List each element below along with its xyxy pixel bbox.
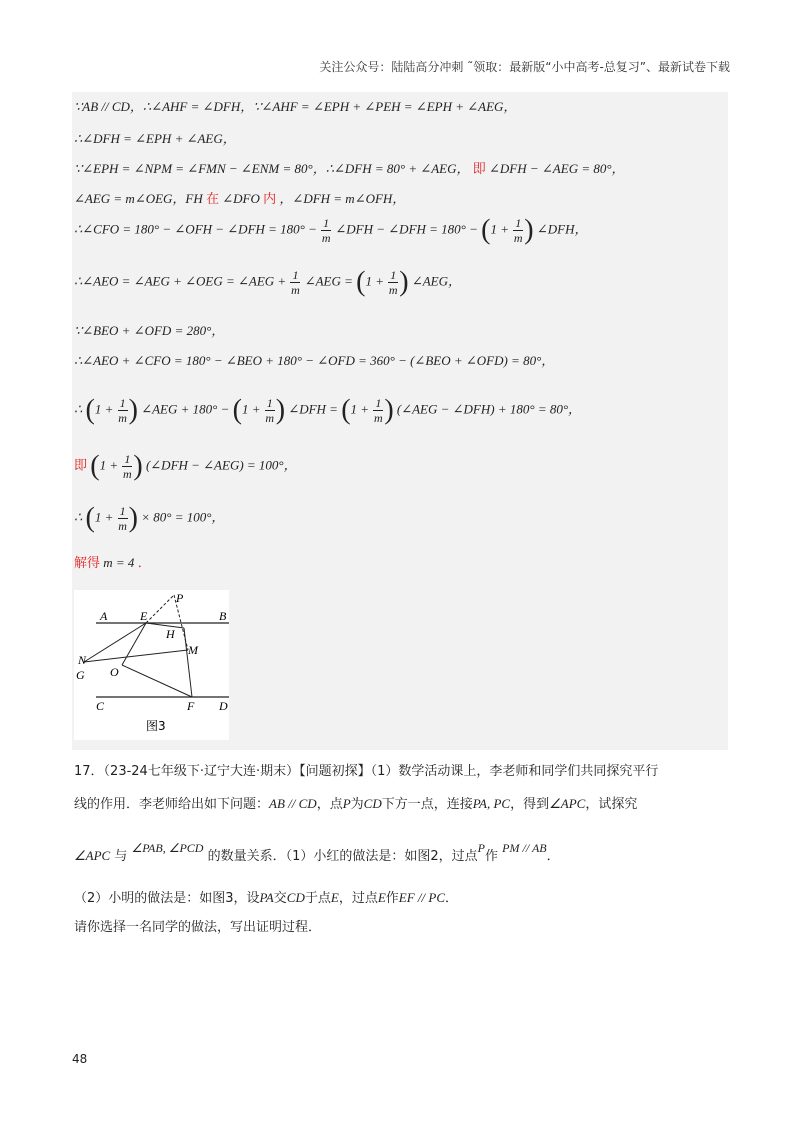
- solution-line-7: ∵∠BEO + ∠OFD = 280°，: [74, 323, 225, 338]
- fraction-den: m: [118, 519, 127, 533]
- paren-close: ): [275, 394, 286, 426]
- paren-close: ): [399, 266, 409, 298]
- paren-close: ): [524, 214, 534, 246]
- solution-line-5-d: ∠DFH，: [536, 221, 588, 237]
- label-h: H: [166, 627, 175, 641]
- q2-c: ，点: [316, 797, 343, 812]
- figure-caption: 图3: [146, 719, 166, 733]
- paren-open: (: [90, 450, 100, 482]
- label-d: D: [219, 699, 228, 713]
- solution-line-12: [74, 552, 151, 571]
- line-ep: [146, 595, 174, 623]
- q4-c: 交: [273, 891, 287, 906]
- q4-f: E: [330, 890, 339, 905]
- solution-line-12-jiede: 解得: [74, 556, 101, 571]
- fraction-den: m: [321, 231, 331, 245]
- solution-line-4-e: ，∠DFH = m∠OFH，: [279, 191, 406, 206]
- paren-close: ): [128, 502, 138, 534]
- solution-line-6-d: ∠AEG，: [411, 273, 462, 289]
- solution-line-9-f: 1 +: [350, 401, 370, 417]
- line-eh: [146, 623, 184, 628]
- label-o: O: [110, 665, 119, 679]
- q3-e: P: [477, 841, 486, 855]
- solution-line-8: ∴∠AEO + ∠CFO = 180° − ∠BEO + 180° − ∠OFD = 360° − (∠BEO + ∠OFD) = 80°，: [74, 353, 555, 368]
- q2-a: 线的作用．李老师给出如下问题：: [74, 797, 270, 812]
- fraction: [513, 216, 523, 245]
- q3-b: 与: [114, 849, 128, 864]
- solution-line-6: [74, 268, 461, 297]
- fraction: [321, 216, 331, 245]
- q2-i: ，得到: [510, 797, 550, 812]
- paren-open: (: [232, 394, 242, 426]
- solution-line-10: [74, 452, 297, 481]
- fraction: [118, 396, 128, 425]
- solution-line-11-a: ∴: [74, 509, 83, 525]
- question-line-5: 请你选择一名同学的做法，写出证明过程．: [74, 920, 322, 935]
- solution-line-4-a: ∠AEG = m∠OEG，FH: [74, 191, 203, 206]
- q4-i: 作: [385, 891, 399, 906]
- solution-line-5-c: 1 +: [490, 221, 510, 237]
- fraction: [122, 452, 132, 481]
- solution-line-2: ∴∠DFH = ∠EPH + ∠AEG，: [74, 131, 236, 146]
- solution-line-6-c: 1 +: [365, 273, 385, 289]
- q2-e: 为: [350, 797, 364, 812]
- solution-line-10-ji: 即: [74, 458, 88, 474]
- fraction-num: 1: [124, 452, 131, 466]
- figure-svg: [74, 590, 229, 740]
- q4-g: ，过点: [338, 891, 378, 906]
- fraction-den: m: [373, 411, 383, 425]
- fraction: [290, 268, 300, 297]
- line-of: [122, 665, 192, 697]
- line-hf: [184, 628, 192, 697]
- label-c: C: [96, 699, 105, 713]
- fraction-num: 1: [119, 504, 126, 518]
- q2-d: P: [342, 796, 351, 811]
- q4-e: 于点: [304, 891, 331, 906]
- q2-h: PA, PC: [472, 796, 511, 811]
- fraction: [388, 268, 398, 297]
- question-line-1: 17．（23-24七年级下·辽宁大连·期末）【问题初探】（1）数学活动课上，李老师和同学们共同探究平行: [74, 764, 659, 779]
- fraction-num: 1: [323, 216, 330, 230]
- fraction-num: 1: [390, 268, 397, 282]
- q2-f: CD: [363, 796, 382, 811]
- q4-b: PA: [259, 890, 274, 905]
- fraction-den: m: [118, 411, 127, 425]
- solution-line-3-c: ∠DFH − ∠AEG = 80°，: [489, 161, 625, 176]
- label-g: G: [76, 668, 85, 682]
- q3-d: 的数量关系．（1）小红的做法是：如图2，过点: [207, 849, 478, 864]
- solution-line-12-answer: m = 4: [103, 555, 135, 570]
- paren-close: ): [128, 394, 138, 426]
- solution-line-12-end: ．: [137, 556, 151, 571]
- fraction-den: m: [123, 467, 132, 481]
- solution-line-9-a: ∴: [74, 401, 83, 417]
- solution-line-4: [74, 188, 405, 207]
- page-header: 关注公众号：陆陆高分冲刺 ˜领取：最新版“小中高考-总复习”、最新试卷下载: [319, 60, 730, 74]
- solution-line-3-a: ∵∠EPH = ∠NPM = ∠FMN − ∠ENM = 80°，∴∠DFH = 80° + ∠AEG，: [74, 161, 470, 176]
- page-number: 48: [72, 1052, 88, 1066]
- solution-line-5: [74, 216, 587, 245]
- solution-line-3-ji: 即: [472, 162, 486, 177]
- fraction-num: 1: [375, 396, 382, 410]
- q4-h: E: [377, 890, 386, 905]
- solution-line-10-b: 1 +: [99, 457, 119, 473]
- label-e: E: [140, 609, 148, 623]
- q2-j: ∠APC: [549, 796, 586, 811]
- solution-line-4-c: ∠DFO: [222, 191, 260, 206]
- label-b: B: [219, 609, 227, 623]
- solution-line-11-b: 1 +: [94, 509, 114, 525]
- solution-line-1: ∵AB // CD，∴∠AHF = ∠DFH，∵∠AHF = ∠EPH + ∠PEH = ∠EPH + ∠AEG，: [74, 99, 517, 114]
- q2-g: 下方一点，连接: [381, 797, 473, 812]
- paren-close: ): [384, 394, 394, 426]
- fraction: [373, 396, 383, 425]
- solution-line-9-b: 1 +: [94, 401, 114, 417]
- question-line-2: [74, 794, 734, 815]
- q4-j: EF // PC: [398, 890, 446, 905]
- fraction-den: m: [513, 231, 523, 245]
- fraction: [265, 396, 275, 425]
- question-line-3: [74, 841, 734, 867]
- fraction-den: m: [388, 283, 398, 297]
- solution-line-4-nei: 内: [263, 192, 277, 207]
- geometry-figure: [74, 590, 229, 740]
- fraction-num: 1: [266, 396, 273, 410]
- fraction-den: m: [265, 411, 275, 425]
- fraction-num: 1: [292, 268, 299, 282]
- solution-line-11: [74, 504, 224, 533]
- paren-open: (: [356, 266, 366, 298]
- fraction-num: 1: [515, 216, 522, 230]
- label-n: N: [78, 653, 87, 667]
- solution-line-4-zai: 在: [206, 192, 220, 207]
- solution-line-6-a: ∴∠AEO = ∠AEG + ∠OEG = ∠AEG +: [74, 273, 287, 289]
- label-a: A: [100, 609, 108, 623]
- q3-c: ∠PAB, ∠PCD: [131, 841, 204, 855]
- fraction-num: 1: [119, 396, 126, 410]
- solution-line-9-g: (∠AEG − ∠DFH) + 180° = 80°，: [396, 401, 582, 417]
- q2-k: ，试探究: [585, 797, 638, 812]
- solution-line-9: [74, 396, 581, 425]
- solution-line-9-d: 1 +: [241, 401, 261, 417]
- label-f: F: [187, 699, 195, 713]
- solution-line-6-b: ∠AEG =: [304, 273, 353, 289]
- q3-h: ．: [546, 849, 560, 864]
- solution-line-5-a: ∴∠CFO = 180° − ∠OFH − ∠DFH = 180° −: [74, 221, 317, 237]
- q3-g: PM // AB: [502, 841, 547, 855]
- solution-line-10-c: (∠DFH − ∠AEG) = 100°，: [145, 457, 297, 473]
- label-p: P: [176, 591, 184, 605]
- paren-open: (: [481, 214, 491, 246]
- label-m: M: [188, 643, 198, 657]
- q3-a: ∠APC: [74, 848, 111, 863]
- paren-open: (: [85, 394, 95, 426]
- solution-line-11-c: × 80° = 100°，: [141, 509, 225, 525]
- fraction: [118, 504, 128, 533]
- q3-f: 作: [485, 849, 499, 864]
- solution-line-9-e: ∠DFH =: [288, 401, 338, 417]
- fraction-den: m: [291, 283, 300, 297]
- solution-line-3: [74, 158, 625, 177]
- solution-line-9-c: ∠AEG + 180° −: [141, 401, 230, 417]
- solution-line-5-b: ∠DFH − ∠DFH = 180° −: [335, 221, 478, 237]
- question-line-4: [74, 888, 734, 909]
- q4-a: （2）小明的做法是：如图3，设: [74, 891, 260, 906]
- q4-d: CD: [286, 890, 305, 905]
- paren-open: (: [341, 394, 351, 426]
- line-eo: [122, 623, 146, 665]
- paren-open: (: [85, 502, 95, 534]
- paren-close: ): [133, 450, 143, 482]
- q4-k: ．: [445, 891, 459, 906]
- q2-b: AB // CD: [269, 796, 317, 811]
